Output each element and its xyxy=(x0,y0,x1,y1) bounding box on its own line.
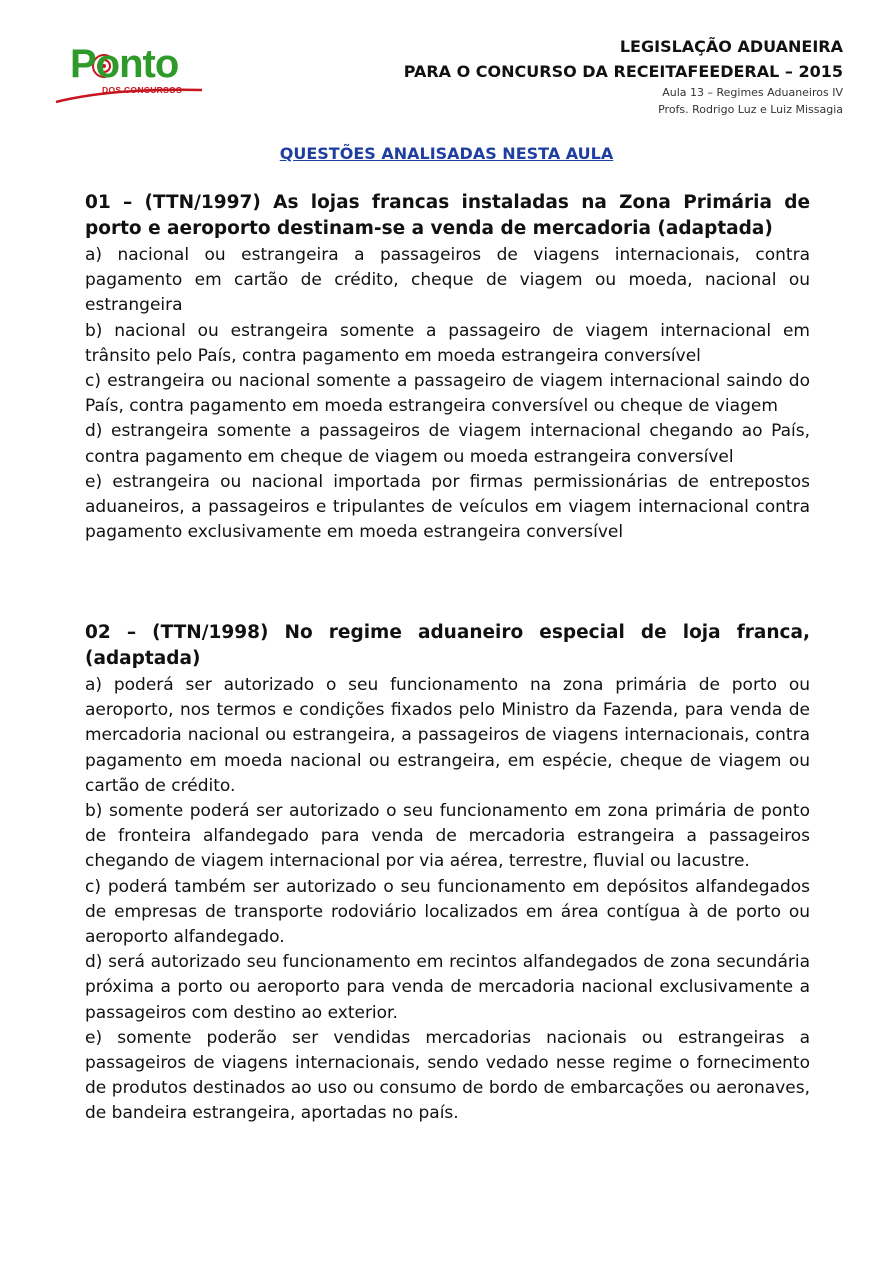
answer-option-a: a) nacional ou estrangeira a passageiros de viagens internacionais, contra pagamento em cartão de crédito, cheque de viagem ou moeda, nacional ou estrangeira xyxy=(85,245,810,316)
header-lesson: Aula 13 – Regimes Aduaneiros IV xyxy=(662,86,843,99)
header-title-line1: LEGISLAÇÃO ADUANEIRA xyxy=(619,37,843,56)
header-authors: Profs. Rodrigo Luz e Luiz Missagia xyxy=(658,103,843,116)
question-block xyxy=(85,190,810,545)
answer-option-d: d) será autorizado seu funcionamento em recintos alfandegados de zona secundária próxima a porto ou aeroporto para venda de mercadoria nacional exclusivamente a passageiros com destino ao exterior. xyxy=(85,952,810,1023)
question-stem: 01 – (TTN/1997) As lojas francas instaladas na Zona Primária de porto e aeroporto destinam-se a venda de mercadoria (adaptada) xyxy=(85,192,810,239)
answer-option-e: e) somente poderão ser vendidas mercadorias nacionais ou estrangeiras a passageiros de viagens internacionais, sendo vedado nesse regime o fornecimento de produtos destinados ao uso ou consumo de bordo de embarcações ou aeronaves, de bandeira estrangeira, aportadas no país. xyxy=(85,1027,810,1124)
answer-option-b: b) somente poderá ser autorizado o seu funcionamento em zona primária de ponto de fronteira alfandegado para venda de mercadoria estrangeira a passageiros chegando de viagem internacional por via aérea, terrestre, fluvial ou lacustre. xyxy=(85,801,810,872)
answer-option-c: c) estrangeira ou nacional somente a passageiro de viagem internacional saindo do País, contra pagamento em moeda estrangeira conversível ou cheque de viagem xyxy=(85,371,810,417)
header-title-line2: PARA O CONCURSO DA RECEITAFEEDERAL – 2015 xyxy=(403,62,843,81)
answer-option-a: a) poderá ser autorizado o seu funcionamento na zona primária de porto ou aeroporto, nos termos e condições fixados pelo Ministro da Fazenda, para venda de mercadoria nacional ou estrangeira, a passageiros de viagens internacionais, contra pagamento em moeda nacional ou estrangeira, em espécie, cheque de viagem ou cartão de crédito. xyxy=(85,675,810,796)
section-title: QUESTÕES ANALISADAS NESTA AULA xyxy=(279,144,614,163)
answer-option-b: b) nacional ou estrangeira somente a passageiro de viagem internacional em trânsito pelo País, contra pagamento em moeda estrangeira conversível xyxy=(85,320,810,366)
answer-option-d: d) estrangeira somente a passageiros de viagem internacional chegando ao País, contra pagamento em cheque de viagem ou moeda estrangeira conversível xyxy=(85,421,810,467)
question-block xyxy=(85,620,810,1127)
answer-option-e: e) estrangeira ou nacional importada por firmas permissionárias de entrepostos aduaneiros, a passageiros e tripulantes de veículos em viagem internacional contra pagamento exclusivamente em moeda estrangeira conversível xyxy=(85,471,810,543)
question-stem: 02 – (TTN/1998) No regime aduaneiro especial de loja franca, (adaptada) xyxy=(85,622,810,669)
logo-subtitle: DOS CONCURSOS xyxy=(102,85,182,95)
answer-option-c: c) poderá também ser autorizado o seu funcionamento em depósitos alfandegados de empresas de transporte rodoviário localizados em área contígua à de porto ou aeroporto alfandegado. xyxy=(85,876,810,948)
ponto-dos-concursos-logo xyxy=(52,44,212,106)
page-header xyxy=(404,34,843,118)
logo-word: Ponto xyxy=(70,42,179,86)
